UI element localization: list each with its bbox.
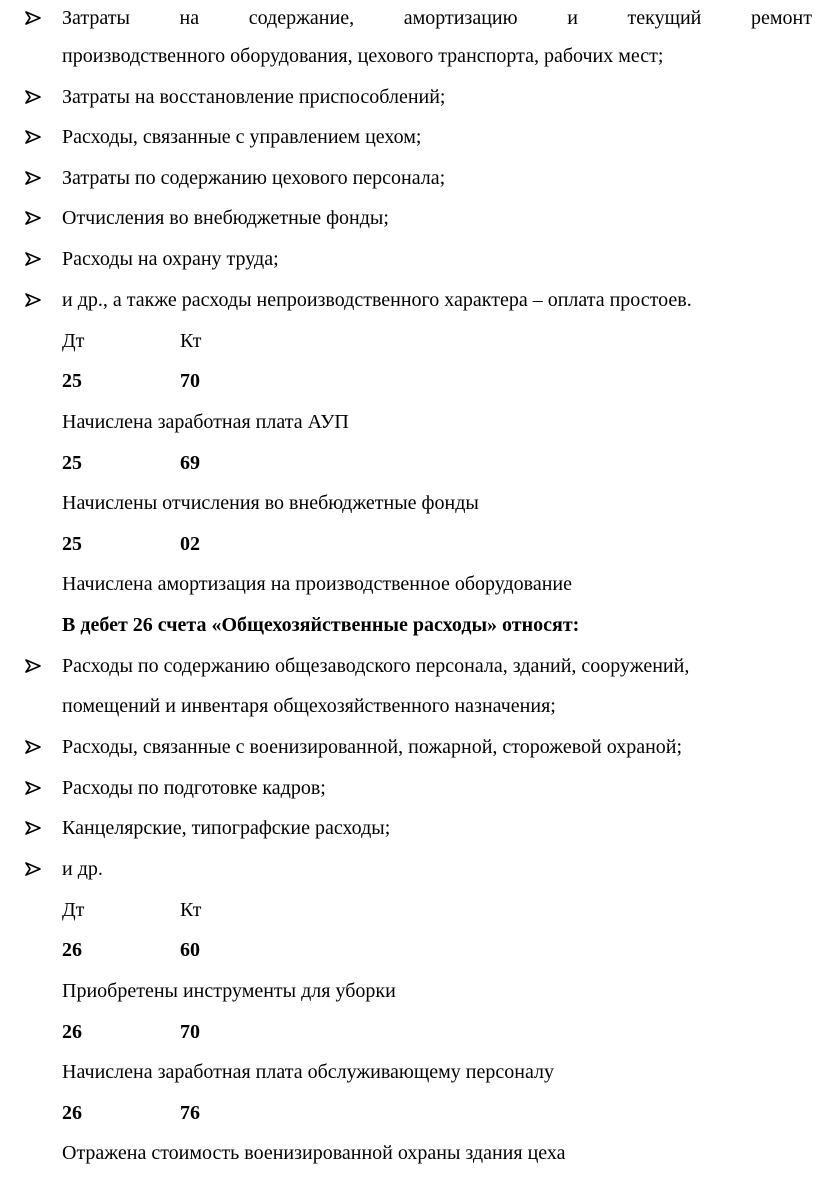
entry-accounts — [0, 449, 816, 477]
credit-account: 70 — [180, 370, 200, 392]
section-heading: В дебет 26 счета «Общехозяйственные расходы» относят: — [62, 614, 580, 636]
entry-accounts — [0, 367, 816, 395]
arrowhead-bullet-icon — [25, 245, 43, 273]
debit-header: Дт — [62, 899, 85, 921]
bullet-text-continued: помещений и инвентаря общехозяйственного назначения; — [62, 695, 556, 717]
bullet-text: и др., а также расходы непроизводственного характера – оплата простоев. — [62, 289, 692, 311]
credit-header: Кт — [180, 899, 202, 921]
entry-description: Начислены отчисления во внебюджетные фонды — [62, 492, 479, 514]
arrowhead-bullet-icon — [25, 855, 43, 883]
bullet-text: Расходы по содержанию общезаводского персонала, зданий, сооружений, — [62, 655, 690, 677]
entry-description: Приобретены инструменты для уборки — [62, 980, 396, 1002]
entry-accounts — [0, 1018, 816, 1046]
debit-account: 25 — [62, 533, 82, 555]
entry-accounts — [0, 936, 816, 964]
arrowhead-bullet-icon — [25, 164, 43, 192]
credit-header: Кт — [180, 330, 202, 352]
arrowhead-bullet-icon — [25, 286, 43, 314]
bullet-text-continued: производственного оборудования, цехового транспорта, рабочих мест; — [62, 45, 664, 67]
debit-account: 26 — [62, 1102, 82, 1124]
credit-account: 02 — [180, 533, 200, 555]
credit-account: 69 — [180, 452, 200, 474]
entry-accounts — [0, 1099, 816, 1127]
entries-header — [0, 896, 816, 924]
arrowhead-bullet-icon — [25, 204, 43, 232]
bullet-text: Расходы на охрану труда; — [62, 248, 279, 270]
credit-account: 76 — [180, 1102, 200, 1124]
arrowhead-bullet-icon — [25, 4, 43, 32]
entry-accounts — [0, 530, 816, 558]
debit-account: 25 — [62, 370, 82, 392]
entry-description: Начислена заработная плата обслуживающему персоналу — [62, 1061, 555, 1083]
entry-description: Начислена амортизация на производственное оборудование — [62, 573, 572, 595]
bullet-text: Расходы по подготовке кадров; — [62, 777, 326, 799]
arrowhead-bullet-icon — [25, 83, 43, 111]
bullet-text: Затраты на восстановление приспособлений; — [62, 86, 446, 108]
bullet-text: Отчисления во внебюджетные фонды; — [62, 207, 389, 229]
debit-account: 26 — [62, 939, 82, 961]
entry-description: Начислена заработная плата АУП — [62, 411, 349, 433]
entries-header — [0, 327, 816, 355]
debit-header: Дт — [62, 330, 85, 352]
bullet-text: Расходы, связанные с военизированной, пожарной, сторожевой охраной; — [62, 736, 683, 758]
arrowhead-bullet-icon — [25, 814, 43, 842]
bullet-text: Затраты по содержанию цехового персонала; — [62, 167, 446, 189]
arrowhead-bullet-icon — [25, 733, 43, 761]
bullet-text: и др. — [62, 858, 103, 880]
credit-account: 60 — [180, 939, 200, 961]
bullet-text: Расходы, связанные с управлением цехом; — [62, 126, 422, 148]
bullet-text: Канцелярские, типографские расходы; — [62, 817, 391, 839]
debit-account: 26 — [62, 1021, 82, 1043]
credit-account: 70 — [180, 1021, 200, 1043]
entry-description: Отражена стоимость военизированной охраны здания цеха — [62, 1142, 566, 1164]
debit-account: 25 — [62, 452, 82, 474]
arrowhead-bullet-icon — [25, 652, 43, 680]
bullet-text: Затраты на содержание, амортизацию и текущий ремонт — [62, 7, 812, 29]
arrowhead-bullet-icon — [25, 774, 43, 802]
arrowhead-bullet-icon — [25, 123, 43, 151]
